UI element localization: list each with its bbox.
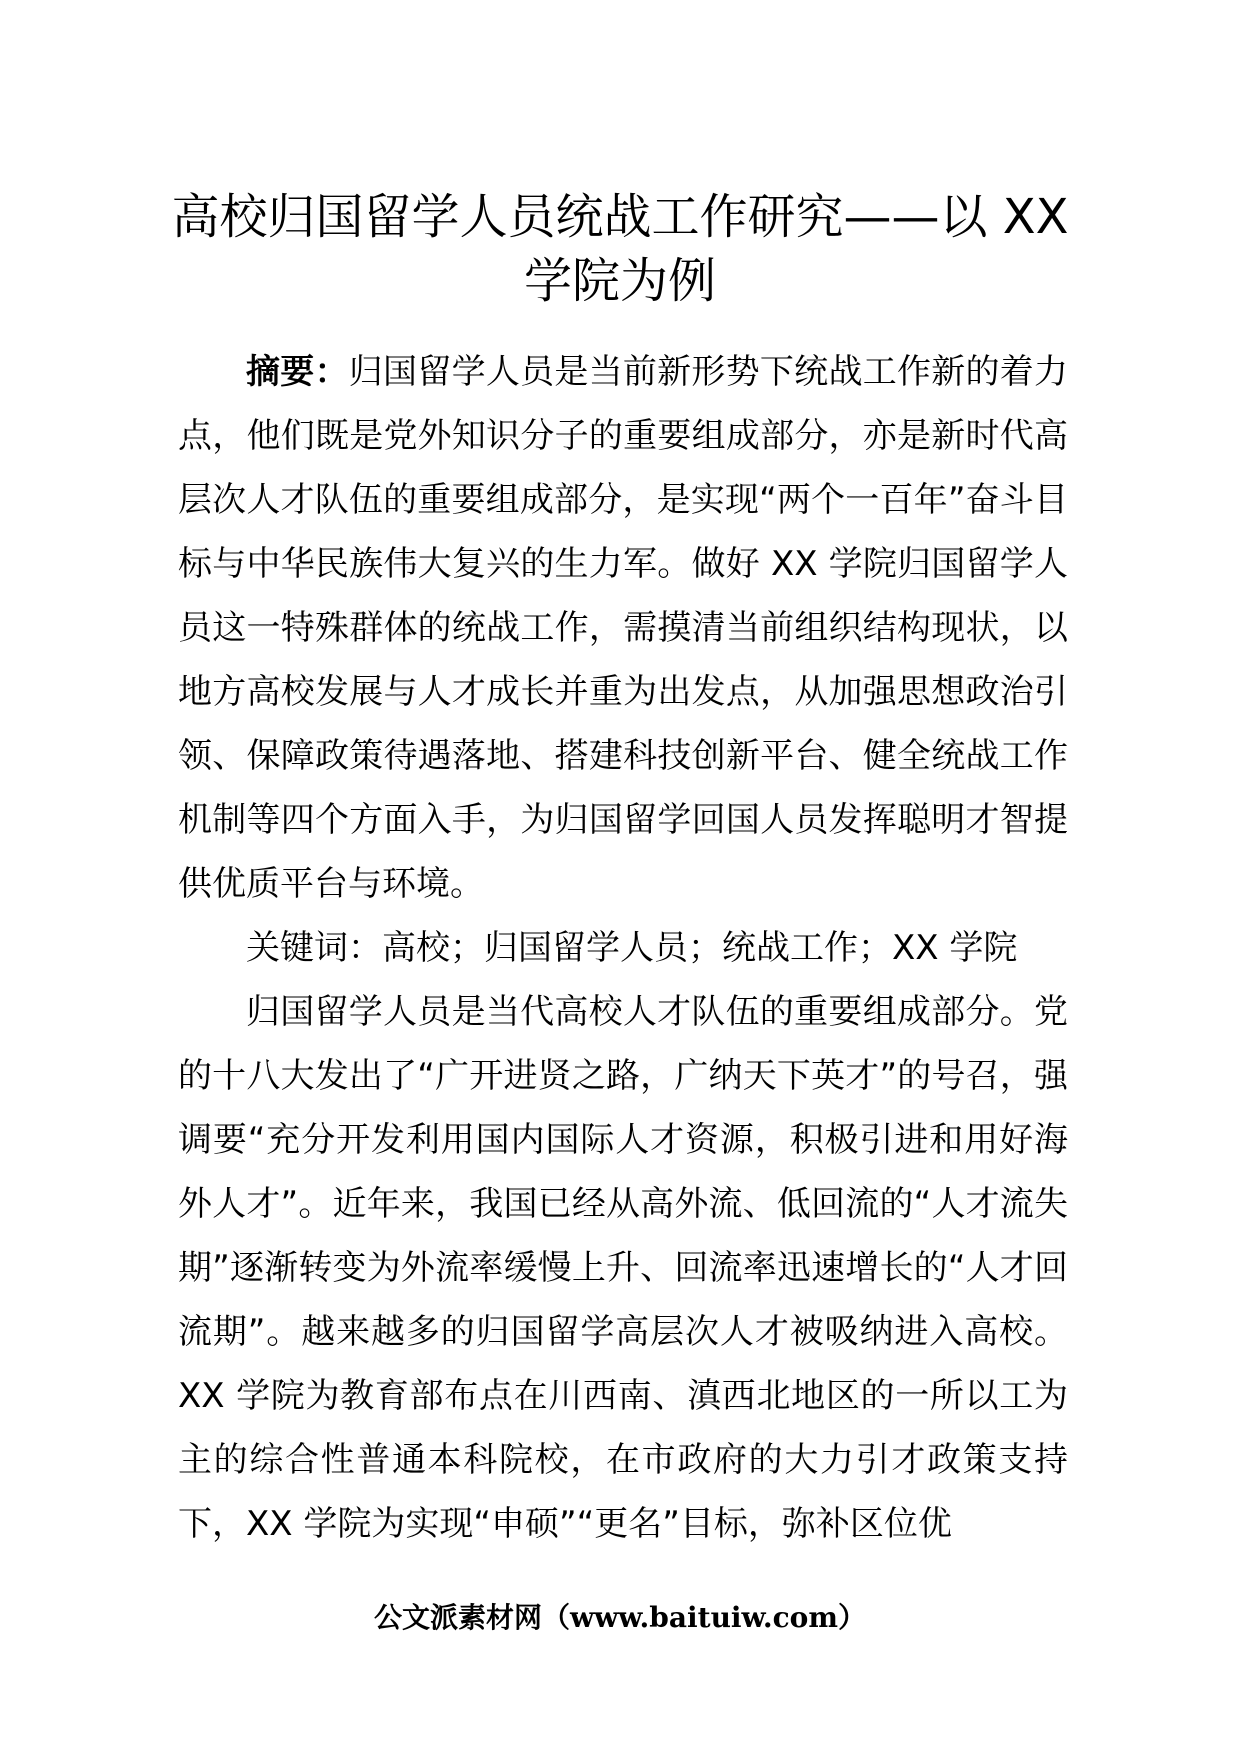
- document-body: [178, 340, 1068, 1556]
- footer-watermark: 公文派素材网（www.baituiw.com）: [374, 1601, 866, 1634]
- keywords-paragraph: 关键词：高校；归国留学人员；统战工作；XX 学院: [246, 928, 1018, 968]
- abstract-paragraph: [178, 340, 1068, 916]
- document-title: [170, 185, 1070, 313]
- abstract-text: 归国留学人员是当前新形势下统战工作新的着力点，他们既是党外知识分子的重要组成部分，亦是新时代高层次人才队伍的重要组成部分，是实现“两个一百年”奋斗目标与中华民族伟大复兴的生力军。做好 XX 学院归国留学人员这一特殊群体的统战工作，需摸清当前组织结构现状，以地方高校发展与人才成长并重为出发点，从加强思想政治引领、保障政策待遇落地、搭建科技创新平台、健全统战工作机制等四个方面入手，为归国留学回国人员发挥聪明才智提供优质平台与环境。: [178, 352, 1069, 904]
- abstract-label: 摘要：: [246, 352, 349, 392]
- title-line-2: 学院为例: [523, 253, 716, 309]
- intro-paragraph: 归国留学人员是当代高校人才队伍的重要组成部分。党的十八大发出了“广开进贤之路，广纳天下英才”的号召，强调要“充分开发利用国内国际人才资源，积极引进和用好海外人才”。近年来，我国已经从高外流、低回流的“人才流失期”逐渐转变为外流率缓慢上升、回流率迅速增长的“人才回流期”。越来越多的归国留学高层次人才被吸纳进入高校。XX 学院为教育部布点在川西南、滇西北地区的一所以工为主的综合性普通本科院校，在市政府的大力引才政策支持下，XX 学院为实现“申硕”“更名”目标，弥补区位优: [178, 992, 1068, 1544]
- title-line-1: 高校归国留学人员统战工作研究——以 XX: [171, 189, 1069, 245]
